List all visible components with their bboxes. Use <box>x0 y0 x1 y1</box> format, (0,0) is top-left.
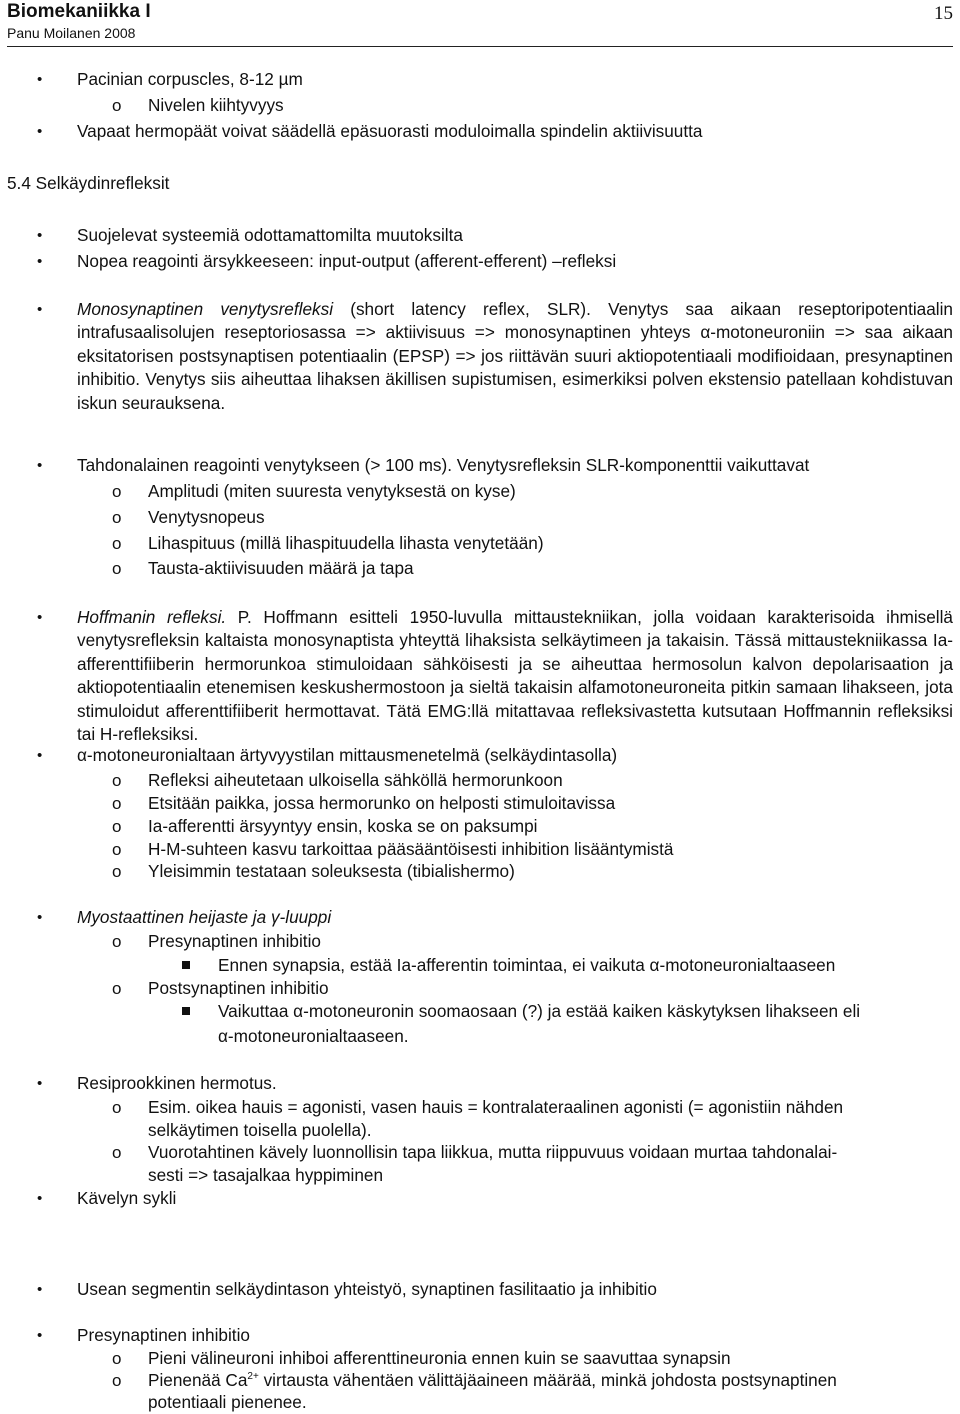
sub-list-item: Vuorotahtinen kävely luonnollisin tapa liikkua, mutta riippuvuus voidaan murtaa tahdonalai- <box>148 1142 838 1162</box>
sub-list-item: Pieni välineuroni inhiboi afferenttineuronia ennen kuin se saavuttaa synapsin <box>148 1348 731 1368</box>
sub-bullet-icon: o <box>112 1371 122 1390</box>
list-item: Suojelevat systeemiä odottamattomilta muutoksilta <box>77 225 463 245</box>
list-item: Pacinian corpuscles, 8-12 µm <box>77 69 303 89</box>
sub-list-item <box>148 1369 837 1392</box>
hoffmann-term: Hoffmanin refleksi. <box>77 607 227 627</box>
list-item: Presynaptinen inhibitio <box>77 1325 250 1345</box>
bullet-icon: • <box>37 1075 43 1092</box>
sub-bullet-icon: o <box>112 794 122 813</box>
sub-bullet-icon: o <box>112 482 122 501</box>
sub-list-item: Amplitudi (miten suuresta venytyksestä on kyse) <box>148 481 516 501</box>
monosynaptic-text: (short latency reflex, SLR). Venytys saa aikaan reseptoripotentiaalin intrafusaalisolujen reseptoriosassa => aktiivisuus => monosynaptinen yhteys α-motoneuroniin => saa aikaan eksitatorisen postsynaptisen potentiaalin (EPSP) => jos riittävän suuri aktiopotentiaali modifioidaan, presynaptinen inhibitio. Venytys siis aiheuttaa lihaksen äkillisen supistumisen, esimerkiksi polven ekstensio patellaan kohdistuvan iskun seurauksena. <box>77 299 953 413</box>
sub-list-item: Presynaptinen inhibitio <box>148 931 321 951</box>
sub-bullet-icon: o <box>112 840 122 859</box>
sub-list-item-continued: selkäytimen toisella puolella). <box>148 1120 372 1140</box>
bullet-icon: • <box>37 123 43 140</box>
sub-bullet-icon: o <box>112 559 122 578</box>
sub-bullet-icon: o <box>112 508 122 527</box>
sub-list-item: H-M-suhteen kasvu tarkoittaa pääsääntöisesti inhibition lisääntymistä <box>148 839 674 859</box>
sub-bullet-icon: o <box>112 534 122 553</box>
monosynaptic-term: Monosynaptinen venytysrefleksi <box>77 299 334 319</box>
page-number: 15 <box>934 3 953 24</box>
list-item: Usean segmentin selkäydintason yhteistyö, synaptinen fasilitaatio ja inhibitio <box>77 1279 657 1299</box>
bullet-icon: • <box>37 1281 43 1298</box>
page-header <box>7 0 953 47</box>
sub-bullet-icon: o <box>112 932 122 951</box>
text-fragment: virtausta vähentäen välittäjäaineen määrää, minkä johdosta postsynaptinen <box>258 1370 837 1390</box>
detail-item-continued: α-motoneuronialtaaseen. <box>218 1026 409 1046</box>
sub-list-item: Yleisimmin testataan soleuksesta (tibialishermo) <box>148 861 515 881</box>
document-author: Panu Moilanen 2008 <box>7 25 136 41</box>
detail-item: Vaikuttaa α-motoneuronin soomaosaan (?) ja estää kaiken käskytyksen lihakseen eli <box>218 1001 861 1021</box>
sub-bullet-icon: o <box>112 771 122 790</box>
sub-list-item: Esim. oikea hauis = agonisti, vasen hauis = kontralateraalinen agonisti (= agonistiin nähden <box>148 1097 844 1117</box>
sub-bullet-icon: o <box>112 817 122 836</box>
list-item: Vapaat hermopäät voivat säädellä epäsuorasti moduloimalla spindelin aktiivisuutta <box>77 121 703 141</box>
list-item: α-motoneuronialtaan ärtyvyystilan mittausmenetelmä (selkäydintasolla) <box>77 745 618 765</box>
sub-bullet-icon: o <box>112 862 122 881</box>
sub-list-item-continued: potentiaali pienenee. <box>148 1392 307 1412</box>
sub-list-item: Tausta-aktiivisuuden määrä ja tapa <box>148 558 414 578</box>
bullet-icon: • <box>37 227 43 244</box>
hoffmann-text: P. Hoffmann esitteli 1950-luvulla mittaustekniikan, jolla voidaan karakterisoida ihmisellä venytysrefleksin kaltaista monosynaptista yhteyttä lihaksista selkäytimeen ja takaisin. Tässä mittaustekniikassa Ia-afferenttifiiberin hermorunkoa stimuloidaan sähköisesti ja se aiheuttaa hermosolun kalvon depolarisaation ja aktiopotentiaalin etenemisen keskushermostoon ja sieltä takaisin alfamotoneuroneita pitkin samaan lihakseen, jota stimuloidut afferenttifiiberit hermottavat. Tätä EMG:llä mitattavaa refleksivastetta kutsutaan Hoffmannin refleksiksi tai H-refleksiksi. <box>77 607 953 745</box>
sub-bullet-icon: o <box>112 1349 122 1368</box>
bullet-icon: • <box>37 1327 43 1344</box>
bullet-icon: • <box>37 747 43 764</box>
detail-item: Ennen synapsia, estää Ia-afferentin toimintaa, ei vaikuta α-motoneuronialtaaseen <box>218 955 836 975</box>
superscript: 2+ <box>247 1371 259 1382</box>
sub-list-item: Etsitään paikka, jossa hermorunko on helposti stimuloitavissa <box>148 793 616 813</box>
document-title: Biomekaniikka I <box>7 1 151 22</box>
bullet-icon: • <box>37 1190 43 1207</box>
monosynaptic-paragraph <box>77 298 953 415</box>
sub-bullet-icon: o <box>112 1098 122 1117</box>
list-item: Tahdonalainen reagointi venytykseen (> 100 ms). Venytysrefleksin SLR-komponenttii vaikuttavat <box>77 455 810 475</box>
square-bullet-icon <box>182 961 190 969</box>
sub-list-item-continued: sesti => tasajalkaa hyppiminen <box>148 1165 384 1185</box>
bullet-icon: • <box>37 457 43 474</box>
sub-bullet-icon: o <box>112 96 122 115</box>
list-item: Myostaattinen heijaste ja γ-luuppi <box>77 907 332 927</box>
bullet-icon: • <box>37 609 43 626</box>
text-fragment: Pienenää Ca <box>148 1370 248 1390</box>
sub-list-item: Venytysnopeus <box>148 507 265 527</box>
bullet-icon: • <box>37 301 43 318</box>
bullet-icon: • <box>37 71 43 88</box>
bullet-icon: • <box>37 253 43 270</box>
hoffmann-paragraph <box>77 606 953 746</box>
list-item: Kävelyn sykli <box>77 1188 177 1208</box>
sub-list-item: Refleksi aiheutetaan ulkoisella sähköllä hermorunkoon <box>148 770 563 790</box>
section-heading: 5.4 Selkäydinrefleksit <box>7 173 170 193</box>
square-bullet-icon <box>182 1007 190 1015</box>
sub-bullet-icon: o <box>112 1143 122 1162</box>
list-item: Resiprookkinen hermotus. <box>77 1073 277 1093</box>
sub-list-item: Nivelen kiihtyvyys <box>148 95 284 115</box>
sub-list-item: Postsynaptinen inhibitio <box>148 978 329 998</box>
sub-list-item: Ia-afferentti ärsyyntyy ensin, koska se on paksumpi <box>148 816 538 836</box>
list-item: Nopea reagointi ärsykkeeseen: input-output (afferent-efferent) –refleksi <box>77 251 617 271</box>
sub-list-item: Lihaspituus (millä lihaspituudella lihasta venytetään) <box>148 533 544 553</box>
sub-bullet-icon: o <box>112 979 122 998</box>
bullet-icon: • <box>37 909 43 926</box>
